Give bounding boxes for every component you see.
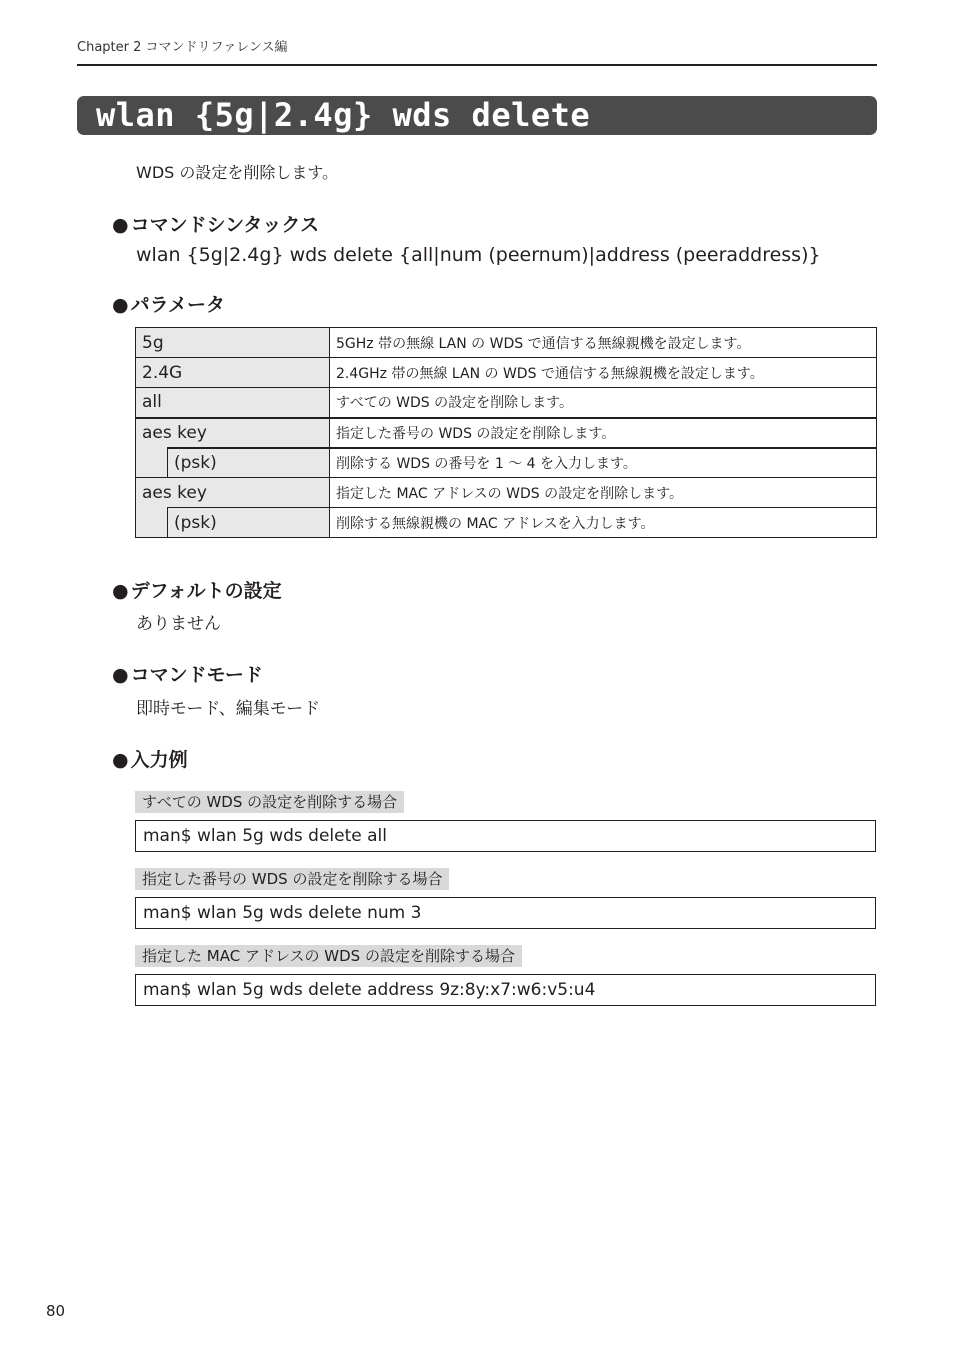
header-rule [77,64,877,66]
mode-text: 即時モード、編集モード [136,699,321,719]
indent-cell [136,448,168,478]
param-desc: 削除する WDS の番号を 1 〜 4 を入力します。 [330,448,877,478]
example-label: すべての WDS の設定を削除する場合 [135,791,404,813]
section-heading-examples [112,745,188,772]
param-name: aes key [136,418,330,448]
title-bar [77,96,877,135]
table-row [136,388,877,418]
section-heading-label: 入力例 [130,749,188,771]
example-command-box: man$ wlan 5g wds delete all [135,820,876,852]
section-heading-label: コマンドシンタックス [130,214,320,236]
bullet-icon: ● [112,664,129,686]
bullet-icon: ● [112,294,129,316]
table-row [136,508,877,538]
section-heading-label: デフォルトの設定 [130,580,282,602]
param-subname: (psk) [168,448,330,478]
param-subname: (psk) [168,508,330,538]
section-heading-syntax [112,210,319,237]
example-command-box: man$ wlan 5g wds delete num 3 [135,897,876,929]
indent-cell [136,508,168,538]
section-heading-default [112,576,282,603]
table-row [136,448,877,478]
running-header: Chapter 2 コマンドリファレンス編 [77,40,288,55]
intro-text: WDS の設定を削除します。 [136,163,339,182]
param-desc: 指定した MAC アドレスの WDS の設定を削除します。 [330,478,877,508]
example-label: 指定した MAC アドレスの WDS の設定を削除する場合 [135,945,522,967]
default-text: ありません [136,614,221,634]
bullet-icon: ● [112,580,129,602]
bullet-icon: ● [112,214,129,236]
param-name: aes key [136,478,330,508]
section-heading-mode [112,660,263,687]
section-heading-label: コマンドモード [130,664,263,686]
param-desc: 指定した番号の WDS の設定を削除します。 [330,418,877,448]
page-number: 80 [46,1302,66,1320]
param-desc: すべての WDS の設定を削除します。 [330,388,877,418]
table-row [136,478,877,508]
example-command-box: man$ wlan 5g wds delete address 9z:8y:x7:w6:v5:u4 [135,974,876,1006]
table-row [136,418,877,448]
param-desc: 2.4GHz 帯の無線 LAN の WDS で通信する無線親機を設定します。 [330,358,877,388]
param-desc: 5GHz 帯の無線 LAN の WDS で通信する無線親機を設定します。 [330,328,877,358]
syntax-text: wlan {5g|2.4g} wds delete {all|num (peernum)|address (peeraddress)} [136,244,821,266]
section-heading-params [112,290,225,317]
param-name: 2.4G [136,358,330,388]
bullet-icon: ● [112,749,129,771]
table-row [136,328,877,358]
param-desc: 削除する無線親機の MAC アドレスを入力します。 [330,508,877,538]
example-label: 指定した番号の WDS の設定を削除する場合 [135,868,449,890]
param-name: all [136,388,330,418]
parameter-table [135,327,877,538]
param-name: 5g [136,328,330,358]
section-heading-label: パラメータ [130,294,226,316]
page-title: wlan {5g|2.4g} wds delete [96,96,591,134]
table-row [136,358,877,388]
